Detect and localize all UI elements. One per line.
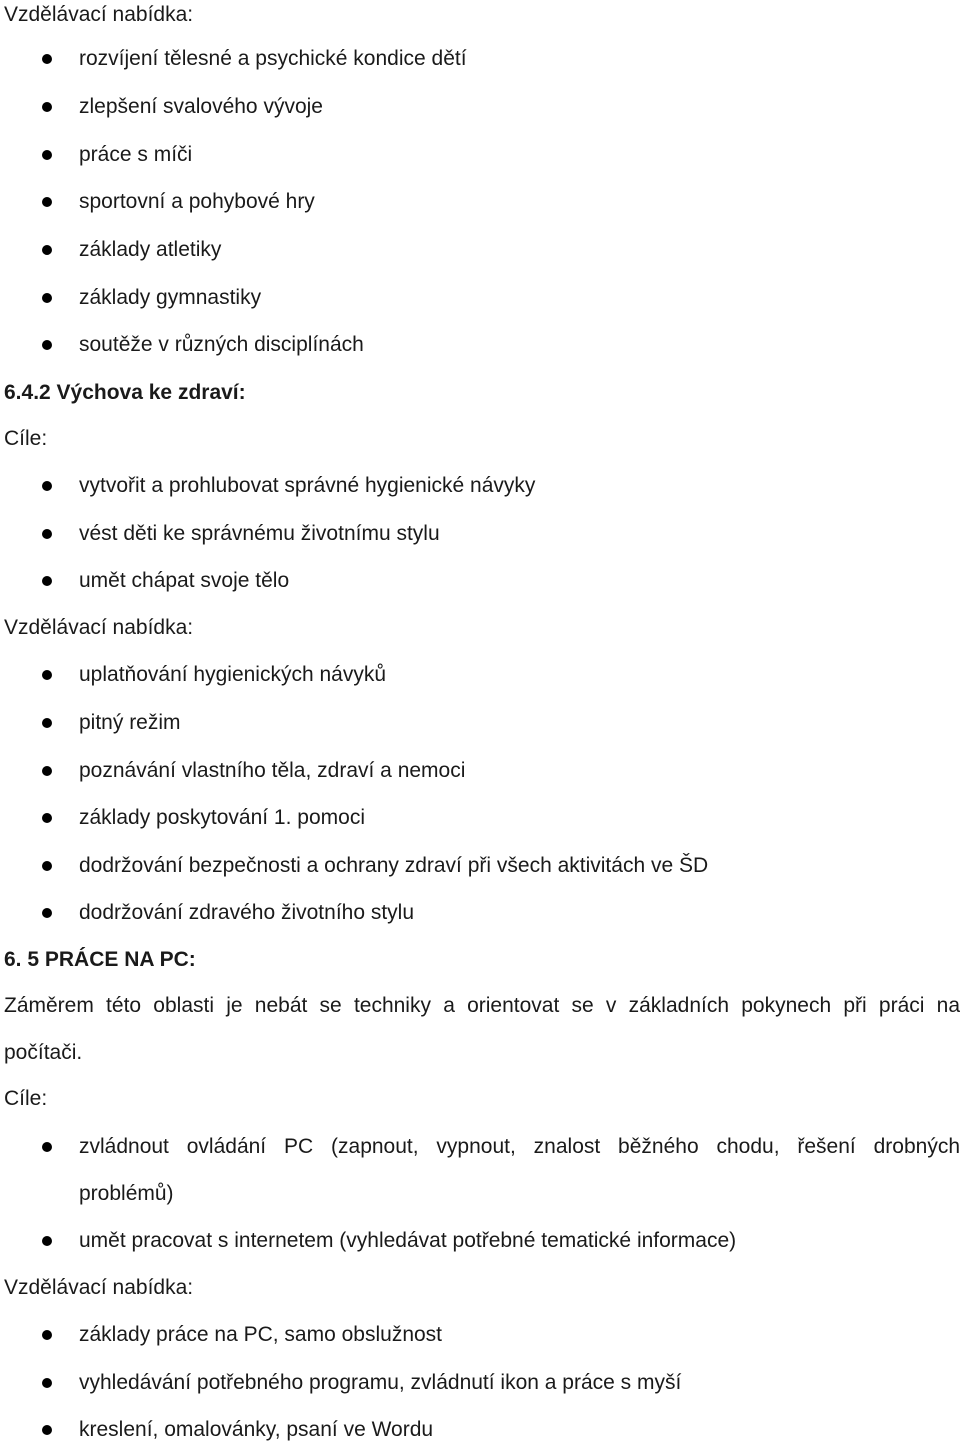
list-item-text: problémů) [79,1182,174,1205]
bullet-icon [42,576,52,586]
list-item [0,708,960,738]
list-item [0,756,960,786]
bullet-icon [42,1330,52,1340]
list-item [0,898,960,928]
bullet-icon [42,54,52,64]
bullet-icon [42,1425,52,1435]
goals-heading: Cíle: [4,427,48,450]
list-item-text: uplatňování hygienických návyků [79,663,387,686]
bullet-icon [42,1142,52,1152]
list-item-continuation [0,1179,960,1209]
list-item-text: vést děti ke správnému životnímu stylu [79,522,440,545]
list-item [0,1226,960,1256]
bullet-icon [42,150,52,160]
list-item [0,235,960,265]
bullet-icon [42,1236,52,1246]
bullet-icon [42,1378,52,1388]
intro-paragraph-line: Záměrem této oblasti je nebát se techniky a orientovat se v základních pokynech při práci na [4,994,960,1017]
list-item-text: poznávání vlastního těla, zdraví a nemoci [79,759,466,782]
bullet-icon [42,197,52,207]
list-item-text: základy poskytování 1. pomoci [79,806,365,829]
list-item-text: umět chápat svoje tělo [79,569,290,592]
list-item-text: soutěže v různých disciplínách [79,333,364,356]
intro-paragraph-line: počítači. [4,1041,83,1064]
list-item [0,471,960,501]
list-item [0,851,960,881]
list-item [0,566,960,596]
list-item [0,1368,960,1398]
list-item-text: základy gymnastiky [79,286,262,309]
list-item-text: dodržování bezpečnosti a ochrany zdraví při všech aktivitách ve ŠD [79,854,709,877]
section-title: 6. 5 PRÁCE NA PC: [4,948,196,971]
goals-heading: Cíle: [4,1087,48,1110]
bullet-icon [42,481,52,491]
section-heading-offer: Vzdělávací nabídka: [4,1276,194,1299]
list-item [0,283,960,313]
list-item-text: pitný režim [79,711,181,734]
list-item-text: dodržování zdravého životního stylu [79,901,415,924]
list-item [0,1415,960,1445]
section-heading-offer: Vzdělávací nabídka: [4,616,194,639]
list-item-text: zvládnout ovládání PC (zapnout, vypnout, znalost běžného chodu, řešení drobných [79,1135,960,1158]
bullet-icon [42,861,52,871]
list-item-text: umět pracovat s internetem (vyhledávat potřebné tematické informace) [79,1229,737,1252]
list-item-text: rozvíjení tělesné a psychické kondice dětí [79,47,467,70]
list-item-text: vytvořit a prohlubovat správné hygienické návyky [79,474,536,497]
list-item-text: základy atletiky [79,238,222,261]
list-item-text: sportovní a pohybové hry [79,190,315,213]
list-item-text: základy práce na PC, samo obslužnost [79,1323,443,1346]
list-item [0,187,960,217]
bullet-icon [42,766,52,776]
list-item [0,44,960,74]
bullet-icon [42,245,52,255]
bullet-icon [42,813,52,823]
bullet-icon [42,102,52,112]
bullet-icon [42,718,52,728]
bullet-icon [42,670,52,680]
section-title: 6.4.2 Výchova ke zdraví: [4,381,246,404]
list-item [0,519,960,549]
list-item [0,1132,960,1162]
list-item-text: zlepšení svalového vývoje [79,95,323,118]
list-item-text: vyhledávání potřebného programu, zvládnutí ikon a práce s myší [79,1371,682,1394]
list-item [0,803,960,833]
bullet-icon [42,293,52,303]
section-heading-offer: Vzdělávací nabídka: [4,3,194,26]
bullet-icon [42,908,52,918]
list-item-text: kreslení, omalovánky, psaní ve Wordu [79,1418,434,1441]
list-item [0,330,960,360]
list-item [0,1320,960,1350]
bullet-icon [42,529,52,539]
list-item [0,660,960,690]
list-item [0,92,960,122]
list-item [0,140,960,170]
bullet-icon [42,340,52,350]
list-item-text: práce s míči [79,143,193,166]
